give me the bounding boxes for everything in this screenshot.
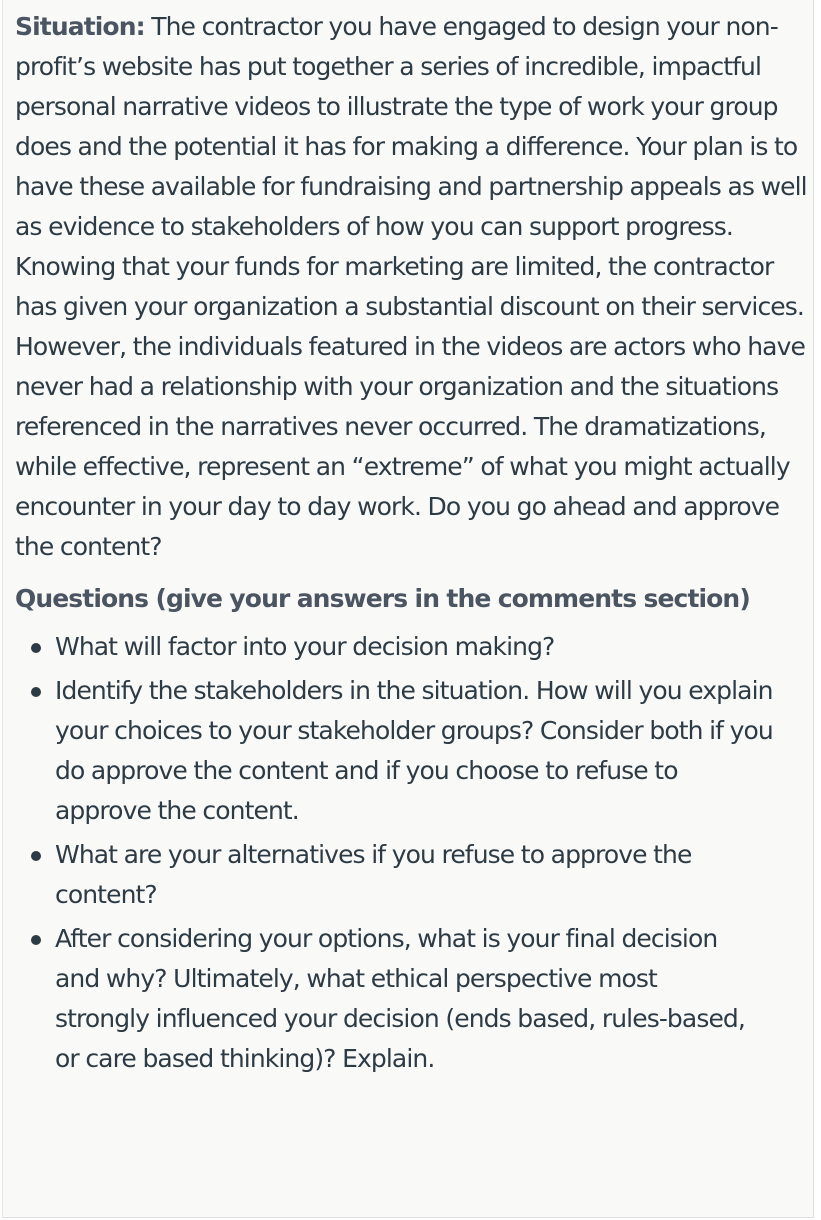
list-item <box>15 919 755 1079</box>
bullet-icon <box>31 851 41 861</box>
list-item <box>15 835 755 915</box>
question-list <box>15 627 775 1079</box>
situation-text: The contractor you have engaged to design your non-profit’s website has put together a series of incredible, impactful personal narrative videos to illustrate the type of work your group does and the potential it has for making a difference. Your plan is to have these available for fundraising and partnership appeals as well as evidence to stakeholders of how you can support progress. Knowing that your funds for marketing are limited, the contractor has given your organization a substantial discount on their services. However, the individuals featured in the videos are actors who have never had a relationship with your organization and the situations referenced in the narratives never occurred. The dramatizations, while effective, represent an “extreme” of what you might actually encounter in your day to day work. Do you go ahead and approve the content? <box>15 12 807 561</box>
question-text: What will factor into your decision making? <box>55 632 555 661</box>
question-text: After considering your options, what is your final decision and why? Ultimately, what ethical perspective most strongly influenced your decision (ends based, rules-based, or care based thinking)? Explain. <box>55 924 745 1073</box>
bullet-icon <box>31 643 41 653</box>
content-card <box>2 0 814 1218</box>
situation-label: Situation: <box>15 12 145 41</box>
question-text: Identify the stakeholders in the situation. How will you explain your choices to your stakeholder groups? Consider both if you do approve the content and if you choose to refuse to approve the content. <box>55 676 773 825</box>
bullet-icon <box>31 687 41 697</box>
questions-heading: Questions (give your answers in the comments section) <box>15 584 750 613</box>
bullet-icon <box>31 935 41 945</box>
list-item <box>15 671 775 831</box>
list-item <box>15 627 695 667</box>
situation-paragraph <box>15 7 815 567</box>
question-text: What are your alternatives if you refuse to approve the content? <box>55 840 692 909</box>
